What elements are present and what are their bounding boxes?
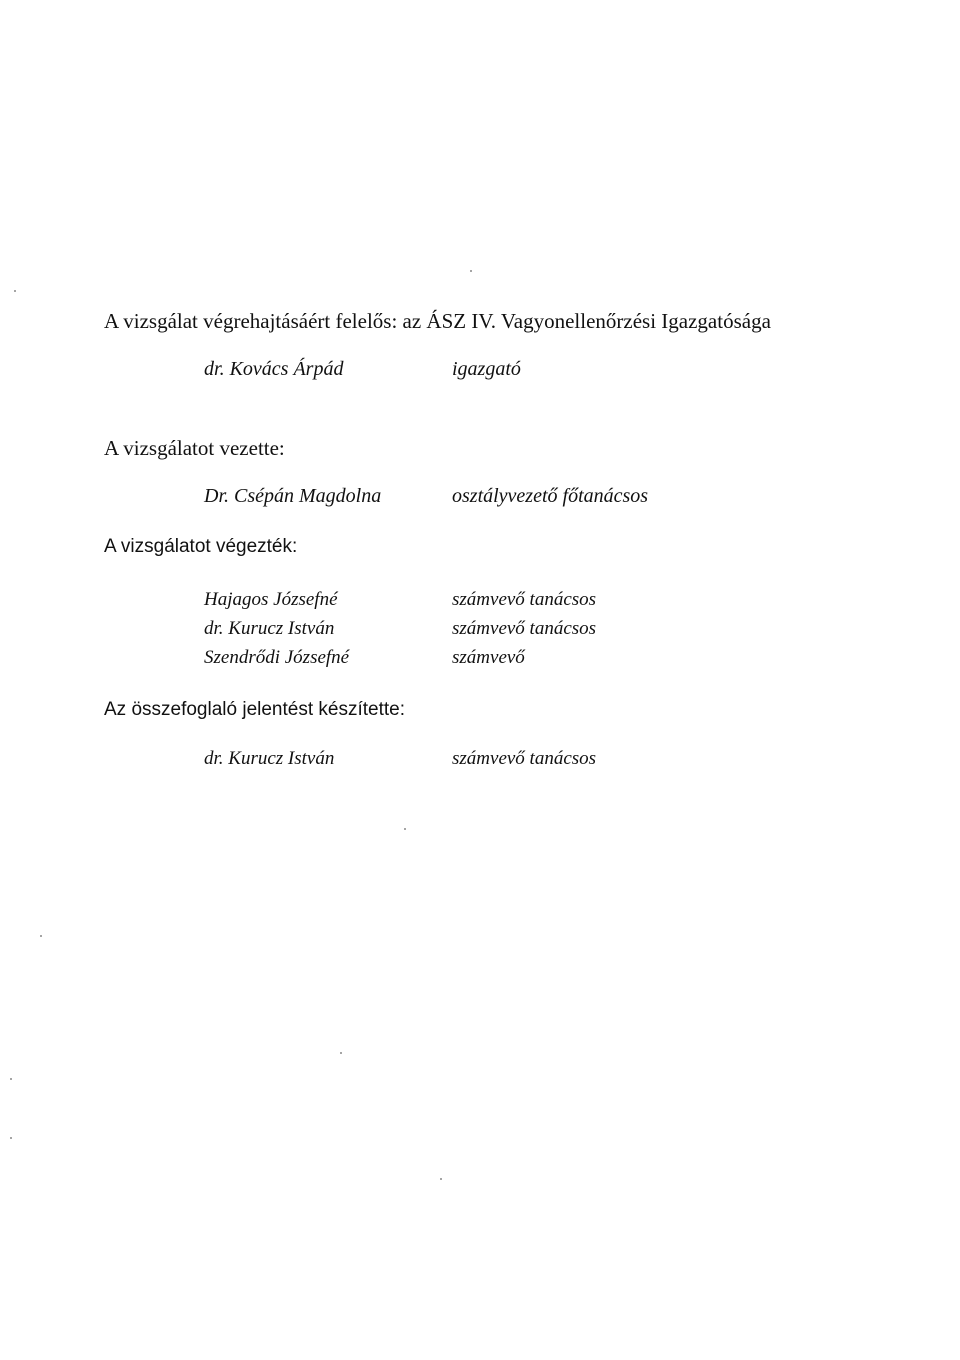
performer-title: számvevő tanácsos: [452, 618, 597, 639]
leader-name: Dr. Csépán Magdolna: [204, 485, 382, 507]
led-heading: A vizsgálatot vezette:: [104, 436, 285, 460]
performer-title: számvevő tanácsos: [452, 589, 597, 610]
performer-name: Hajagos Józsefné: [204, 589, 338, 610]
performed-heading: A vizsgálatot végezték:: [104, 536, 298, 557]
performer-title: számvevő: [452, 647, 525, 668]
scan-speck: [340, 1052, 342, 1054]
performer-name: Szendrődi Józsefné: [204, 647, 350, 668]
summary-author-name: dr. Kurucz István: [204, 748, 335, 769]
scan-speck: [10, 1137, 12, 1139]
summary-author-title: számvevő tanácsos: [452, 748, 597, 769]
responsible-line: A vizsgálat végrehajtásáért felelős: az ÁSZ IV. Vagyonellenőrzési Igazgatósága: [104, 309, 771, 333]
scan-speck: [470, 270, 472, 272]
scan-speck: [40, 935, 42, 937]
scan-speck: [10, 1078, 12, 1080]
performer-name: dr. Kurucz István: [204, 618, 335, 639]
scan-speck: [14, 290, 16, 292]
scan-speck: [440, 1178, 442, 1180]
director-name: dr. Kovács Árpád: [204, 358, 344, 380]
leader-title: osztályvezető főtanácsos: [452, 485, 649, 507]
summary-heading: Az összefoglaló jelentést készítette:: [104, 699, 405, 720]
scan-speck: [404, 828, 406, 830]
director-title: igazgató: [452, 358, 521, 380]
